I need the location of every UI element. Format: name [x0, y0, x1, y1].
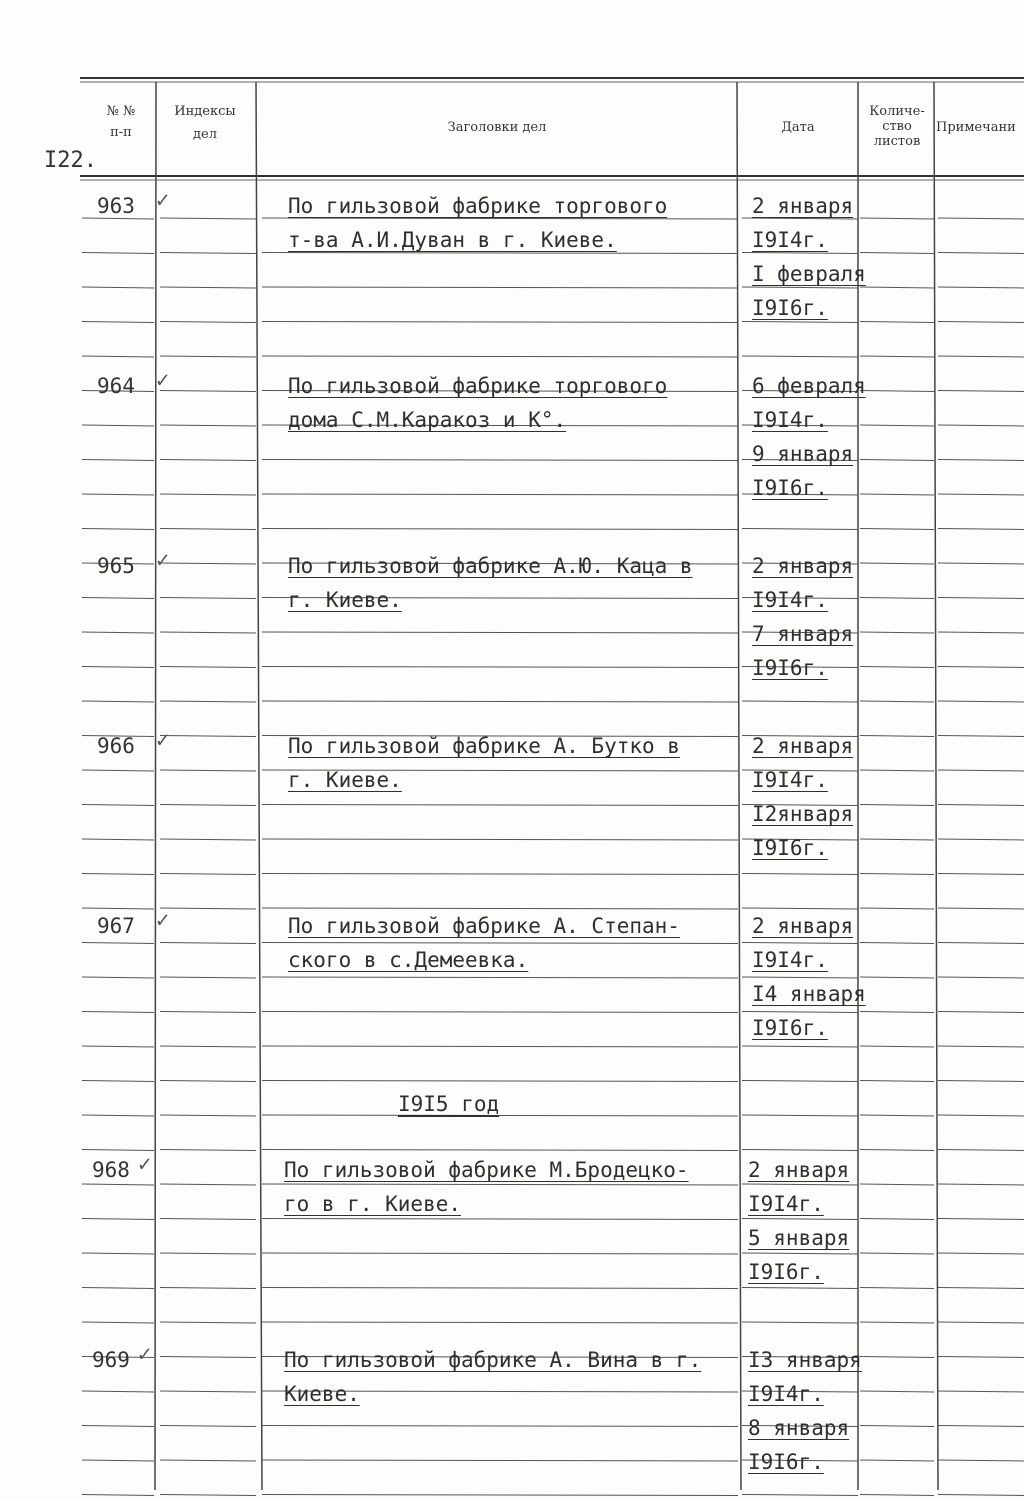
entry-date-line: I9I6г.	[748, 1450, 824, 1474]
entry-date-line: I3 января	[748, 1348, 862, 1372]
checkmark-icon: ✓	[156, 728, 170, 753]
header-index-label: Индексы	[174, 104, 236, 119]
checkmark-icon: ✓	[138, 1342, 152, 1367]
entry-date-line: 2 января	[752, 194, 854, 218]
entry-number: 963	[97, 194, 135, 218]
entry-date-line: I9I4г.	[752, 768, 828, 792]
checkmark-icon: ✓	[156, 908, 170, 933]
header-title-col: Заголовки дел	[447, 120, 547, 135]
entry-title-line: По гильзовой фабрике М.Бродецко-	[284, 1158, 689, 1182]
header-notes-col: Примечани	[936, 120, 1016, 135]
entry-date-line: I4 января	[752, 982, 866, 1006]
entry-number: 965	[97, 554, 135, 578]
entry-title-line: По гильзовой фабрике торгового	[288, 194, 668, 218]
entry-title-line: т-ва А.И.Дуван в г. Киеве.	[288, 228, 617, 252]
entry-title-line: г. Киеве.	[288, 768, 402, 792]
entry-date-line: I9I4г.	[752, 408, 828, 432]
entry-date-line: I9I6г.	[752, 1016, 828, 1040]
entry-date-line: I9I4г.	[748, 1192, 824, 1216]
entry-date-line: I9I4г.	[752, 228, 828, 252]
header-date-col: Дата	[781, 120, 815, 135]
entry-date-line: I февраля	[752, 262, 866, 286]
year-heading: I9I5 год	[398, 1092, 500, 1116]
entry-title-line: По гильзовой фабрике А. Степан-	[288, 914, 680, 938]
entry-date-line: 2 января	[752, 734, 854, 758]
checkmark-icon: ✓	[156, 548, 170, 573]
header-number-sub: п-п	[110, 125, 132, 140]
entry-date-line: 5 января	[748, 1226, 850, 1250]
entry-date-line: 2 января	[752, 914, 854, 938]
entry-title-line: По гильзовой фабрике А. Бутко в	[288, 734, 680, 758]
entry-date-line: I9I4г.	[752, 948, 828, 972]
entry-date-line: I9I6г.	[752, 476, 828, 500]
entry-title-line: г. Киеве.	[288, 588, 402, 612]
entry-date-line: I2января	[752, 802, 854, 826]
entry-date-line: 8 января	[748, 1416, 850, 1440]
entry-title-line: По гильзовой фабрике торгового	[288, 374, 668, 398]
entry-title-line: По гильзовой фабрике А. Вина в г.	[284, 1348, 702, 1372]
header-index-col	[162, 104, 248, 142]
entry-number: 964	[97, 374, 135, 398]
sheet-number: I22.	[44, 148, 97, 173]
entry-date-line: I9I4г.	[748, 1382, 824, 1406]
entry-number: 967	[97, 914, 135, 938]
entry-number: 969	[92, 1348, 130, 1372]
entry-title-line: ского в с.Демеевка.	[288, 948, 529, 972]
header-count-col: Количе- ство листов	[869, 104, 925, 149]
entry-title-line: Киеве.	[284, 1382, 360, 1406]
checkmark-icon: ✓	[138, 1152, 152, 1177]
checkmark-icon: ✓	[156, 368, 170, 393]
entry-date-line: 7 января	[752, 622, 854, 646]
header-number-col	[88, 104, 154, 140]
entry-number: 968	[92, 1158, 130, 1182]
entry-number: 966	[97, 734, 135, 758]
entry-date-line: 2 января	[752, 554, 854, 578]
entry-title-line: По гильзовой фабрике А.Ю. Каца в	[288, 554, 693, 578]
header-index-sub: дел	[193, 127, 217, 142]
header-number-label: № №	[106, 104, 136, 119]
entry-date-line: I9I6г.	[748, 1260, 824, 1284]
entry-date-line: 2 января	[748, 1158, 850, 1182]
entry-date-line: I9I6г.	[752, 296, 828, 320]
entry-title-line: го в г. Киеве.	[284, 1192, 462, 1216]
entry-date-line: I9I4г.	[752, 588, 828, 612]
entry-date-line: 6 февраля	[752, 374, 866, 398]
entry-date-line: 9 января	[752, 442, 854, 466]
entry-date-line: I9I6г.	[752, 656, 828, 680]
checkmark-icon: ✓	[156, 188, 170, 213]
entry-date-line: I9I6г.	[752, 836, 828, 860]
entry-title-line: дома С.М.Каракоз и К°.	[288, 408, 567, 432]
